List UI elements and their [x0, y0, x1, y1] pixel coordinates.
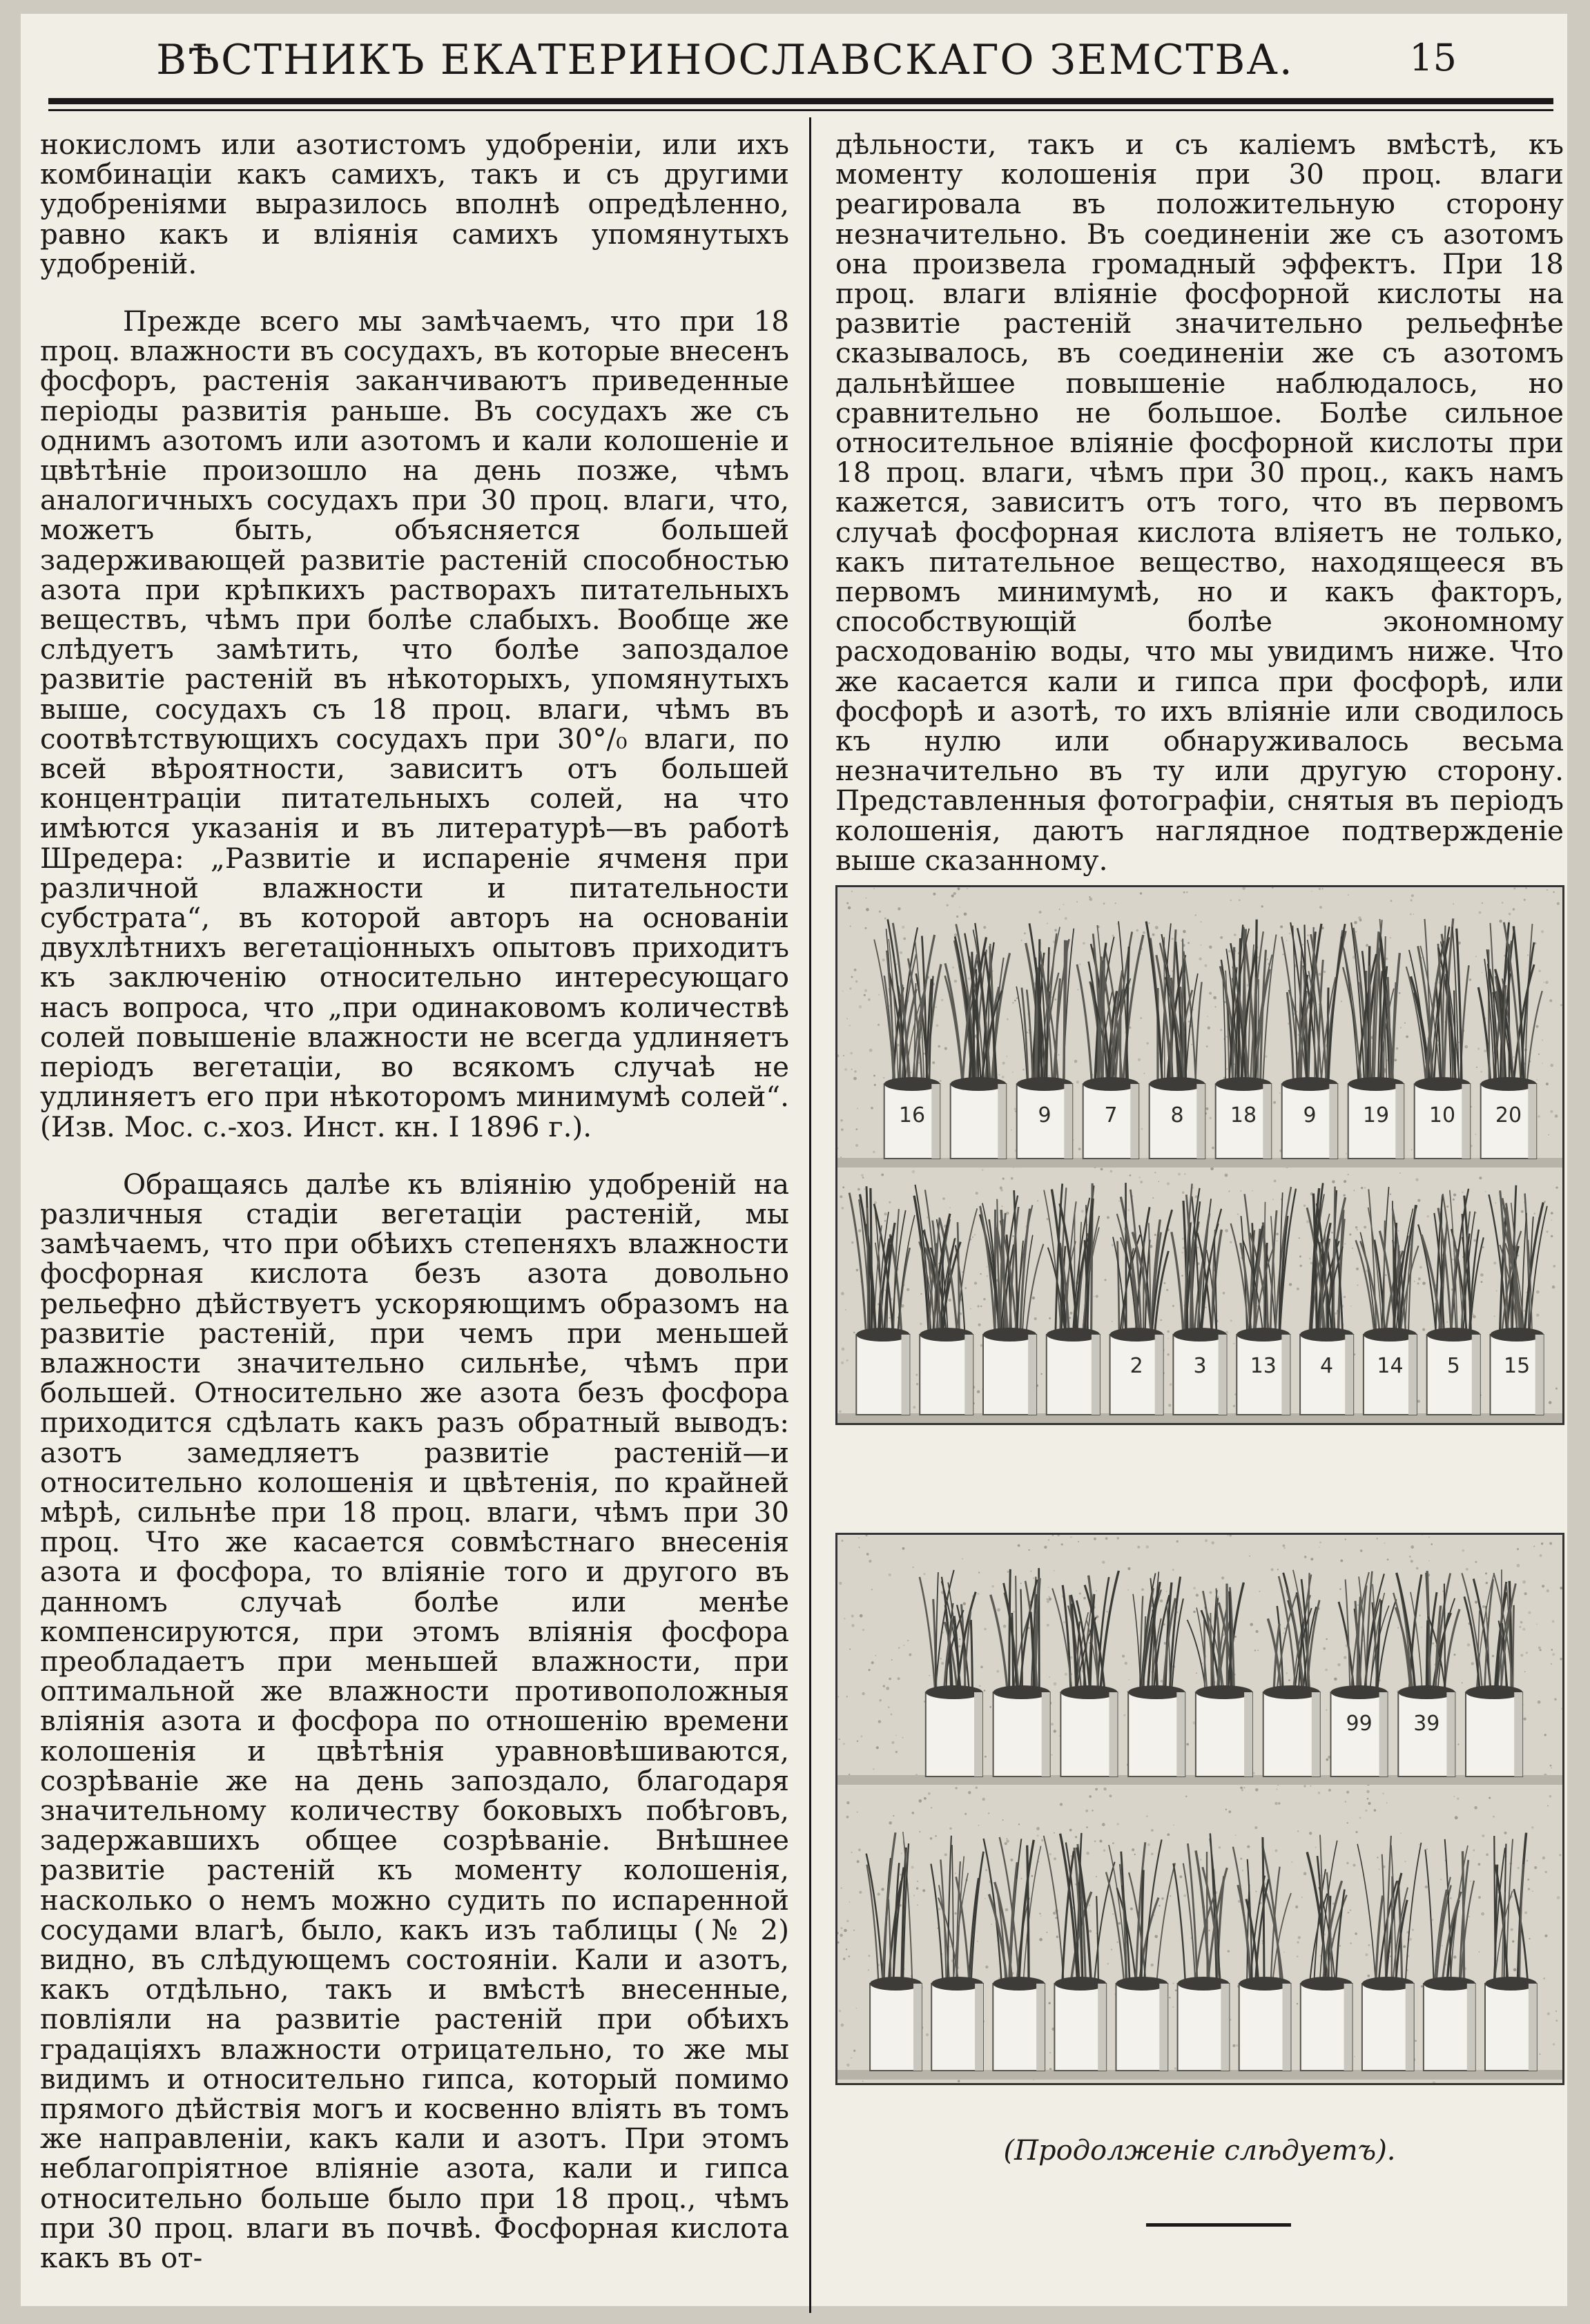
paragraph: нокисломъ или азотистомъ удобреніи, или ихъ комбинаціи какъ самихъ, такъ и съ другими удобреніями выразилось вполнѣ опредѣленно, равно какъ и вліянія самихъ упомянутыхъ удобреній.: [40, 128, 789, 280]
upper-row-pot-label: 16: [898, 1103, 926, 1127]
experiment-photo-1: [835, 885, 1564, 1425]
paragraph: Прежде всего мы замѣчаемъ, что при 18 проц. влажности въ сосудахъ, въ которые внесенъ фосфоръ, растенія заканчиваютъ приведенные періоды развитія раньше. Въ сосудахъ же съ однимъ азотомъ или азотомъ и кали колошеніе и цвѣтѣніе произошло на день позже, чѣмъ аналогичныхъ сосудахъ при 30 проц. влаги, что, можетъ быть, объясняется большей задерживающей развитіе растеній способностью азота при крѣпкихъ растворахъ питательныхъ веществъ, чѣмъ при болѣе слабыхъ. Вообще же слѣдуетъ замѣтить, что болѣе запоздалое развитіе растеній въ нѣкоторыхъ, упомянутыхъ выше, сосудахъ съ 18 проц. влаги, чѣмъ въ соотвѣтствующихъ сосудахъ при 30°/₀ влаги, по всей вѣроятности, зависитъ отъ большей концентраціи питательныхъ солей, на что имѣются указанія и въ литературѣ—въ работѣ Шредера: „Развитіе и испареніе ячменя при различной влажности и питательности субстрата“, въ которой авторъ на основаніи двухлѣтнихъ вегетаціонныхъ опытовъ приходитъ къ заключенію относительно интересующаго насъ вопроса, что „при одинаковомъ количествѣ солей повышеніе влажности не всегда удлиняетъ періодъ вегетаціи, во всякомъ случаѣ не удлиняетъ его при нѣкоторомъ минимумѣ солей“. (Изв. Мос. с.-хоз. Инст. кн. I 1896 г.).: [40, 304, 789, 1143]
upper-row-pot-label: 9: [1303, 1103, 1317, 1127]
continuation-note: (Продолженіе слѣдуетъ).: [1003, 2135, 1396, 2167]
left-column: [40, 130, 789, 2273]
upper-row-pot-label: 39: [1413, 1712, 1440, 1736]
lower-row-pot-label: 4: [1320, 1354, 1334, 1378]
upper-row-pot-label: 8: [1170, 1103, 1184, 1127]
header-rule-thin: [48, 109, 1553, 111]
experiment-photo-2: [835, 1533, 1564, 2085]
upper-row-pot-label: 7: [1104, 1103, 1118, 1127]
column-divider: [809, 117, 811, 2313]
paragraph: Обращаясь далѣе къ вліянію удобреній на различныя стадіи вегетаціи растеній, мы замѣчаемъ, что при обѣихъ степеняхъ влажности фосфорная кислота безъ азота довольно рельефно дѣйствуетъ ускоряющимъ образомъ на развитіе растеній, при чемъ при меньшей влажности значительно сильнѣе, чѣмъ при большей. Относительно же азота безъ фосфора приходится сдѣлать какъ разъ обратный выводъ: азотъ замедляетъ развитіе растеній—и относительно колошенія и цвѣтенія, по крайней мѣрѣ, сильнѣе при 18 проц. влаги, чѣмъ при 30 проц. Что же касается совмѣстнаго внесенія азота и фосфора, то вліяніе того и другого въ данномъ случаѣ болѣе или менѣе компенсируются, при этомъ вліянія фосфора преобладаетъ при меньшей влажности, при оптимальной же влажности противоположныя вліянія азота и фосфора по отношенію времени колошенія и цвѣтѣнія уравновѣшиваются, созрѣваніе же на день запоздало, благодаря значительному количеству боковыхъ побѣговъ, задержавшихъ общее созрѣваніе. Внѣшнее развитіе растеній къ моменту колошенія, насколько о немъ можно судить по испаренной сосудами влагѣ, было, какъ изъ таблицы (№ 2) видно, въ слѣдующемъ состояніи. Кали и азотъ, какъ отдѣльно, такъ и вмѣстѣ внесенные, повліяли на развитіе растеній при обѣихъ градаціяхъ влажности отрицательно, то же мы видимъ и относительно гипса, который помимо прямого дѣйствія могъ и косвенно вліять въ томъ же направленіи, какъ кали и азотъ. При этомъ неблагопріятное вліяніе азота, кали и гипса относительно больше было при 18 проц., чѣмъ при 30 проц. влаги въ почвѣ. Фосфорная кислота какъ въ от-: [40, 1167, 789, 2275]
journal-title: ВѢСТНИКЪ ЕКАТЕРИНОСЛАВСКАГО ЗЕМСТВА.: [156, 36, 1294, 84]
page-number: 15: [1409, 36, 1457, 79]
upper-row-pot-label: 10: [1428, 1103, 1456, 1127]
upper-row-pot-label: 18: [1230, 1103, 1257, 1127]
running-header: [21, 26, 1567, 88]
lower-row-pot-label: 5: [1446, 1354, 1460, 1378]
upper-row-pot-label: 19: [1362, 1103, 1390, 1127]
header-rule: [48, 98, 1553, 104]
journal-page: [21, 14, 1567, 2306]
upper-row-pot-label: 99: [1346, 1712, 1373, 1736]
paragraph: дѣльности, такъ и съ каліемъ вмѣстѣ, къ моменту колошенія при 30 проц. влаги реагировала въ положительную сторону незначительно. Въ соединеніи же съ азотомъ она произвела громадный эффектъ. При 18 проц. влаги вліяніе фосфорной кислоты на развитіе растеній значительно рельефнѣе сказывалось, въ соединеніи же съ азотомъ дальнѣйшее повышеніе наблюдалось, но сравнительно не большое. Болѣе сильное относительное вліяніе фосфорной кислоты при 18 проц. влаги, чѣмъ при 30 проц., какъ намъ кажется, зависитъ отъ того, что въ первомъ случаѣ фосфорная кислота вліяетъ не только, какъ питательное вещество, находящееся въ первомъ минимумѣ, но и какъ факторъ, способствующій болѣе экономному расходованію воды, что мы увидимъ ниже. Что же касается кали и гипса при фосфорѣ, или фосфорѣ и азотѣ, то ихъ вліяніе или сводилось къ нулю или обнаруживалось весьма незначительно въ ту или другую сторону. Представленныя фотографіи, снятыя въ періодъ колошенія, даютъ наглядное подтвержденіе выше сказанному.: [835, 128, 1564, 877]
lower-row-pot-label: 15: [1504, 1354, 1531, 1378]
lower-row-pot-label: 14: [1377, 1354, 1404, 1378]
upper-row-pot-label: 9: [1038, 1103, 1051, 1127]
lower-row-pot-label: 3: [1193, 1354, 1207, 1378]
lower-row-pot-label: 13: [1250, 1354, 1277, 1378]
upper-row-pot-label: 20: [1495, 1103, 1522, 1127]
end-rule: [1146, 2223, 1291, 2227]
right-column: [835, 130, 1564, 875]
lower-row-pot-label: 2: [1130, 1354, 1143, 1378]
